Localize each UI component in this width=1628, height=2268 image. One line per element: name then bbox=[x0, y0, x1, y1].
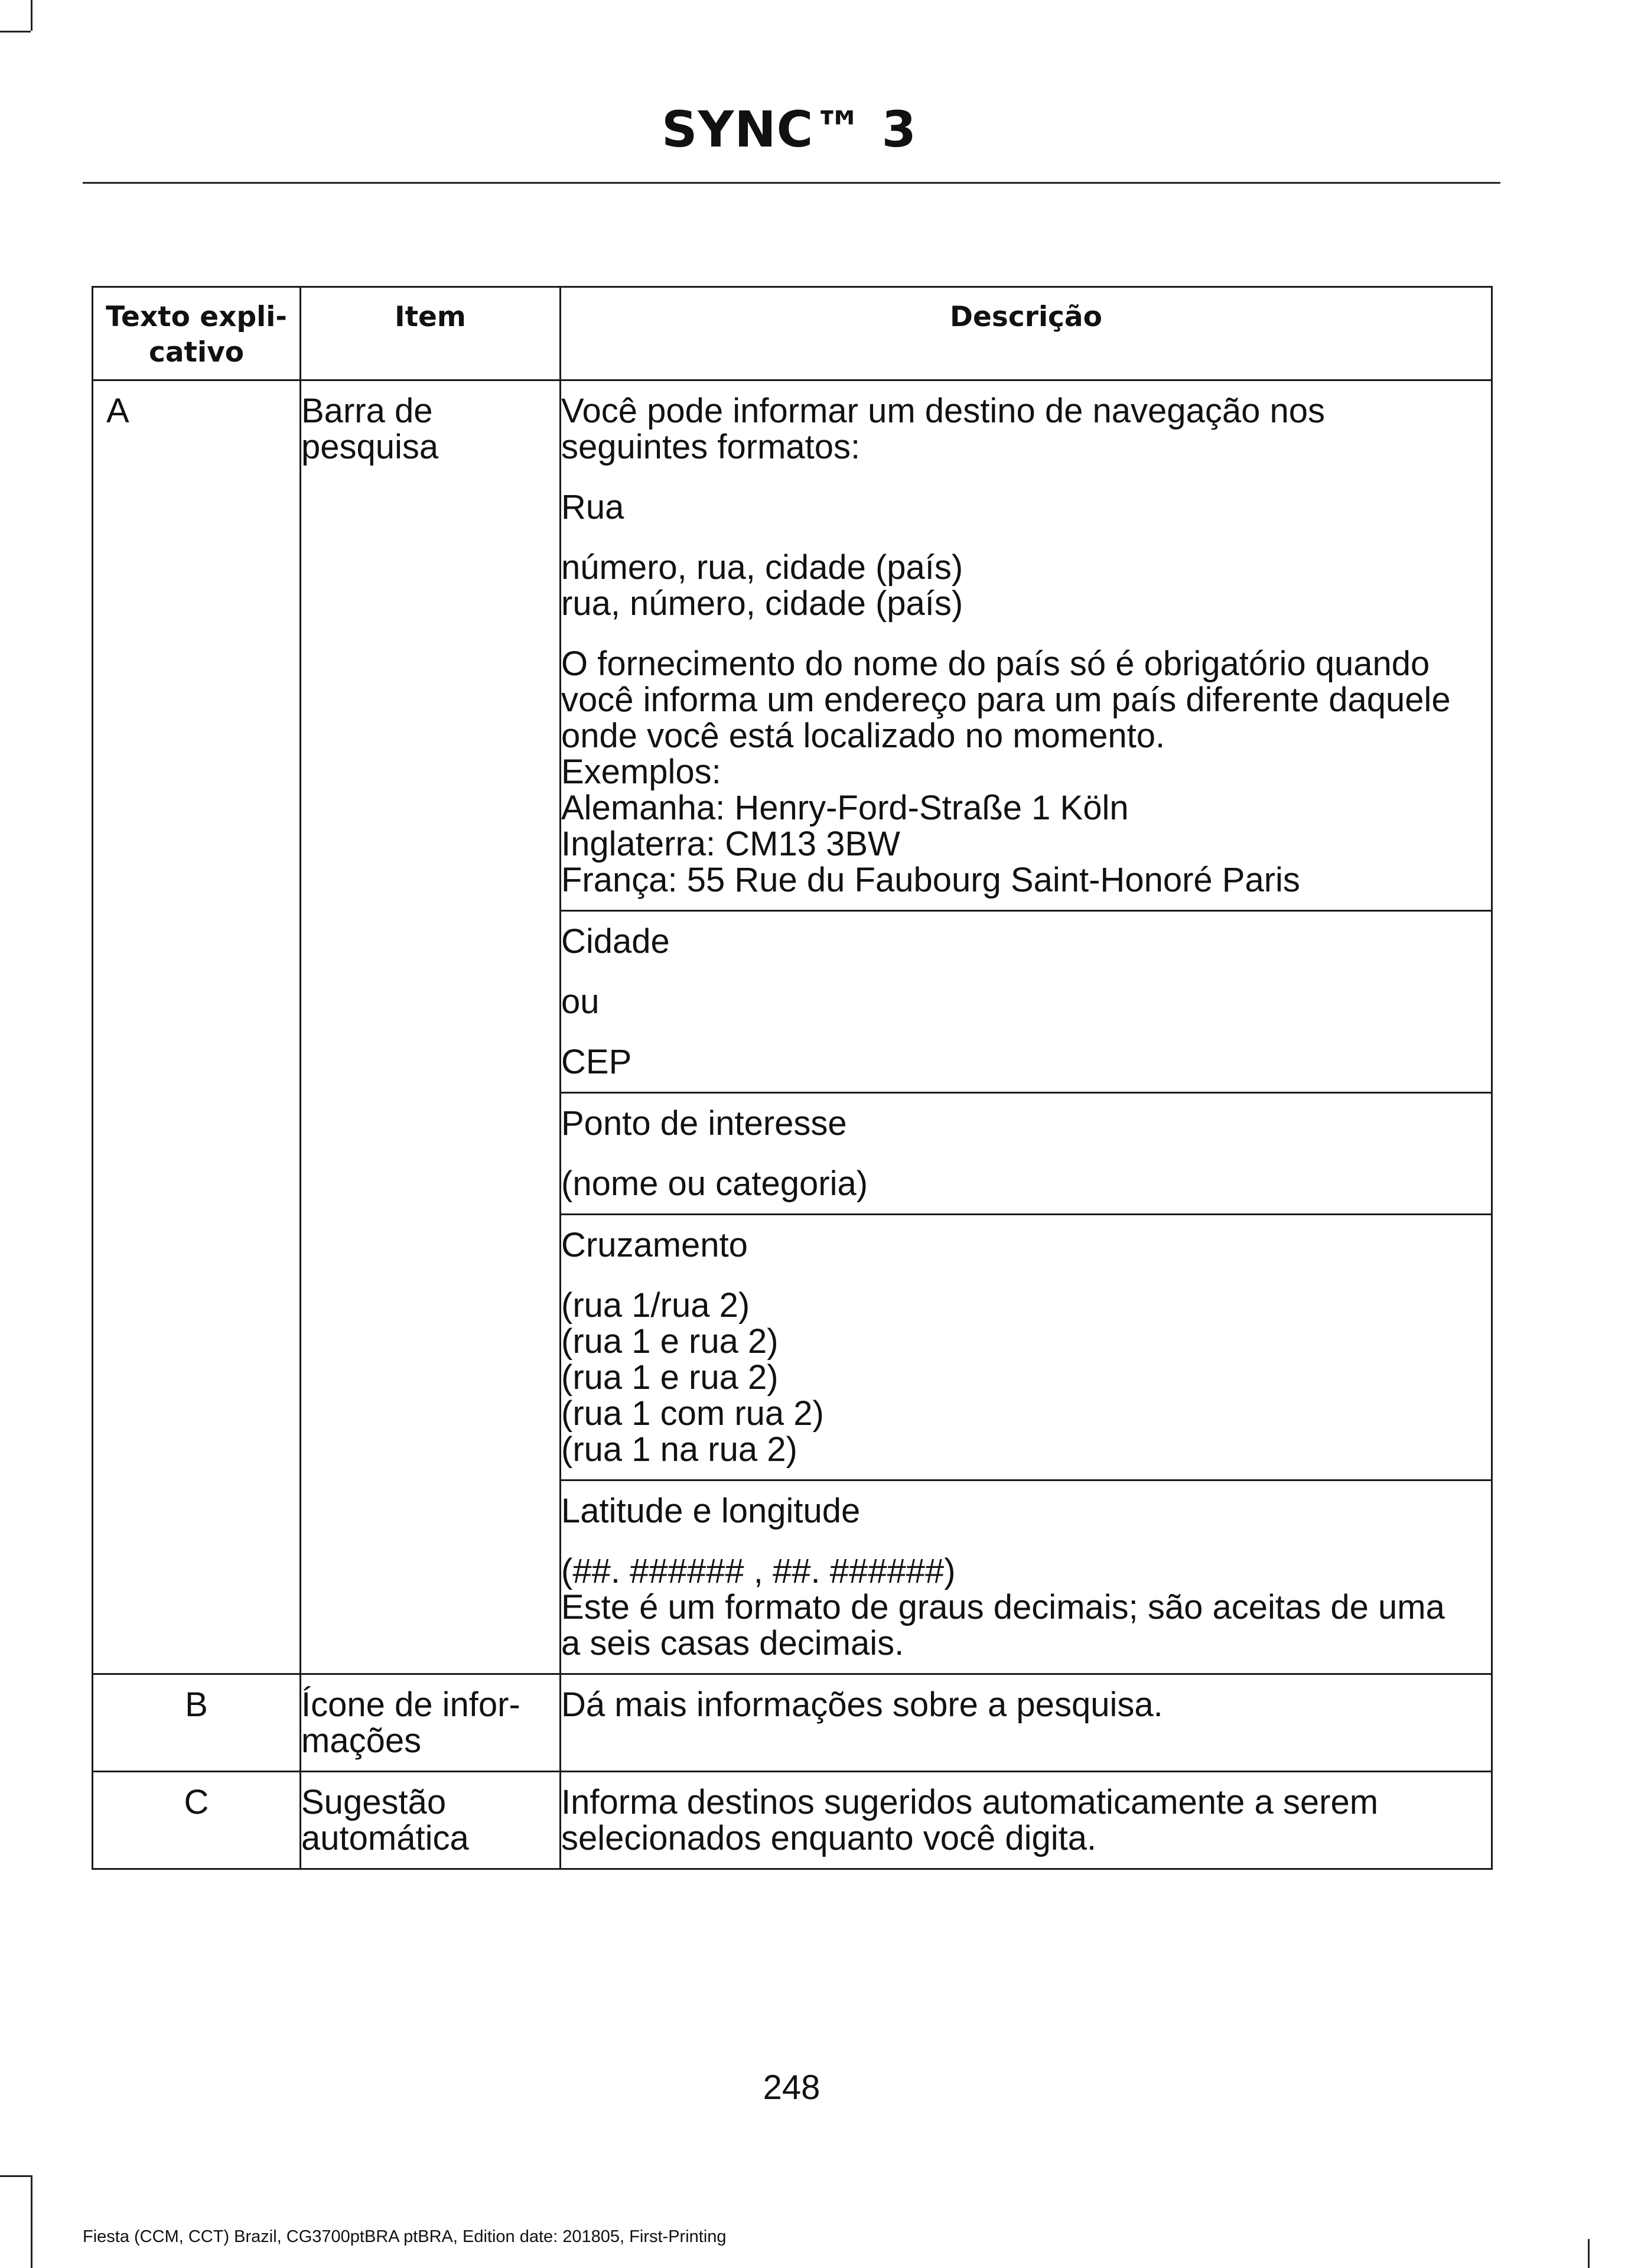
item-cell bbox=[301, 1674, 561, 1772]
table-row bbox=[93, 380, 1492, 911]
description-paragraph: (##. ###### , ##. ######) Este é um formato de graus decimais; são aceitas de uma a seis casas decimais. bbox=[561, 1552, 1445, 1662]
callout-label: B bbox=[185, 1685, 208, 1724]
table-row bbox=[93, 1772, 1492, 1869]
description-paragraph: CEP bbox=[561, 1043, 632, 1081]
description-paragraph: O fornecimento do nome do país só é obrigatório quando você informa um endereço para um país diferente daquele onde você está localizado no momento. Exemplos: Alemanha: Henry-Ford-Straße 1 Köln Inglaterra: CM13 3BW França: 55 Rue du Faubourg Saint-Honoré Paris bbox=[561, 645, 1451, 899]
description-paragraph: Latitude e longitude bbox=[561, 1492, 861, 1530]
crop-mark bbox=[0, 2175, 31, 2177]
description-cell bbox=[561, 1480, 1492, 1674]
description-paragraph: Cruzamento bbox=[561, 1226, 748, 1264]
column-header-description: Descrição bbox=[561, 287, 1492, 380]
crop-mark bbox=[31, 2175, 32, 2268]
description-paragraph: Ponto de interesse bbox=[561, 1104, 847, 1143]
description-cell bbox=[561, 1093, 1492, 1215]
page-number: 248 bbox=[763, 2068, 820, 2107]
description-paragraph: Cidade bbox=[561, 922, 670, 961]
crop-mark bbox=[31, 0, 32, 31]
column-header-callout: Texto expli- cativo bbox=[93, 287, 301, 380]
item-label: Ícone de infor- mações bbox=[301, 1685, 520, 1760]
description-paragraph: (rua 1/rua 2) (rua 1 e rua 2) (rua 1 e rua 2) (rua 1 com rua 2) (rua 1 na rua 2) bbox=[561, 1286, 824, 1469]
callout-cell bbox=[93, 1772, 301, 1869]
table-header-row bbox=[93, 287, 1492, 380]
description-cell bbox=[561, 1215, 1492, 1480]
column-header-item: Item bbox=[301, 287, 561, 380]
header-divider bbox=[83, 182, 1500, 184]
callout-cell bbox=[93, 380, 301, 1674]
description-paragraph: Você pode informar um destino de navegação nos seguintes formatos: bbox=[561, 392, 1325, 466]
description-cell bbox=[561, 1772, 1492, 1869]
item-cell bbox=[301, 1772, 561, 1869]
item-label: Barra de pesquisa bbox=[301, 392, 439, 466]
callout-cell bbox=[93, 1674, 301, 1772]
crop-mark bbox=[0, 31, 31, 32]
item-cell bbox=[301, 380, 561, 1674]
page-title: SYNC™ 3 bbox=[662, 100, 917, 158]
description-paragraph: Informa destinos sugeridos automaticamente a serem selecionados enquanto você digita. bbox=[561, 1783, 1379, 1857]
description-paragraph: Rua bbox=[561, 488, 624, 526]
description-cell bbox=[561, 380, 1492, 911]
description-cell bbox=[561, 1674, 1492, 1772]
spec-table bbox=[92, 286, 1493, 1870]
description-paragraph: ou bbox=[561, 982, 600, 1021]
description-paragraph: (nome ou categoria) bbox=[561, 1164, 868, 1203]
table-row bbox=[93, 1674, 1492, 1772]
callout-label: C bbox=[184, 1783, 209, 1821]
description-paragraph: número, rua, cidade (país) rua, número, cidade (país) bbox=[561, 548, 963, 623]
callout-label: A bbox=[106, 392, 129, 430]
description-paragraph: Dá mais informações sobre a pesquisa. bbox=[561, 1685, 1163, 1724]
crop-mark bbox=[1588, 2239, 1590, 2268]
footer-edition-info: Fiesta (CCM, CCT) Brazil, CG3700ptBRA ptBRA, Edition date: 201805, First-Printing bbox=[83, 2227, 727, 2246]
description-cell bbox=[561, 911, 1492, 1093]
item-label: Sugestão automática bbox=[301, 1783, 469, 1857]
